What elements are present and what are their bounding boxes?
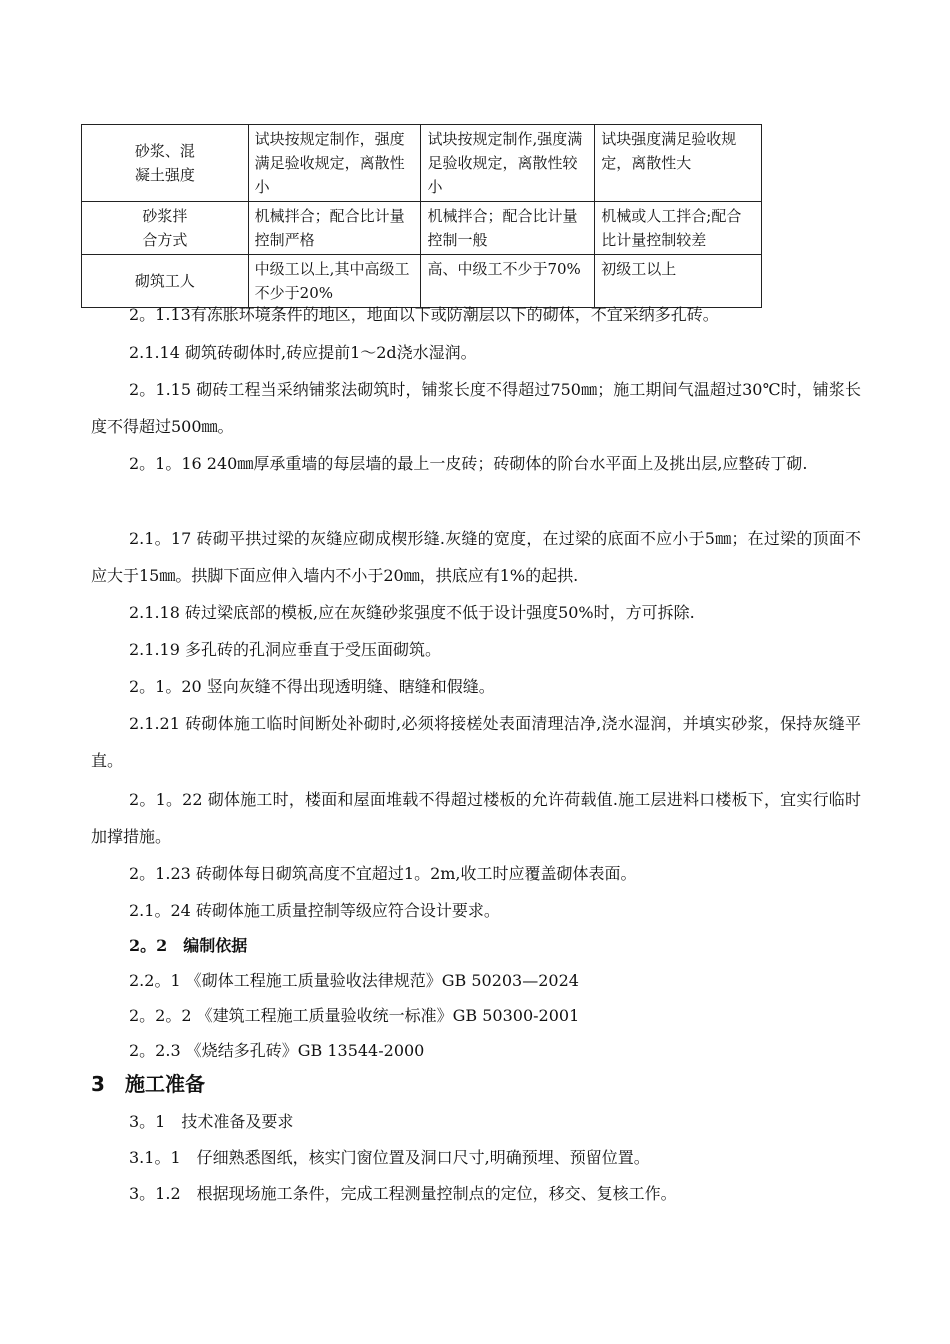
reference-item	[91, 997, 861, 1034]
section-number: 3	[91, 1072, 105, 1096]
paragraph	[91, 781, 861, 855]
reference-item	[91, 1032, 861, 1069]
paragraph	[91, 371, 861, 445]
reference-text: 2。2。2 《建筑工程施工质量验收统一标准》GB 50300-2001	[129, 1006, 580, 1025]
table-cell: 中级工以上,其中高级工不少于20%	[248, 255, 421, 308]
paragraph-text: 3。1.2 根据现场施工条件，完成工程测量控制点的定位，移交、复核工作。	[129, 1184, 677, 1203]
paragraph-text: 2.1.18 砖过梁底部的模板,应在灰缝砂浆强度不低于设计强度50%时，方可拆除.	[129, 603, 695, 622]
paragraph-text: 2。1.13有冻胀环境条件的地区，地面以下或防潮层以下的砌体，不宜采纳多孔砖。	[129, 305, 719, 324]
table-row	[82, 125, 762, 202]
section-heading-3	[91, 1068, 205, 1097]
paragraph-text: 2.1.19 多孔砖的孔洞应垂直于受压面砌筑。	[129, 640, 441, 659]
paragraph	[91, 1175, 861, 1212]
paragraph-text: 2。1.15 砌砖工程当采纳铺浆法砌筑时，铺浆长度不得超过750㎜；施工期间气温超过30℃时，铺浆长度不得超过500㎜。	[91, 380, 861, 436]
paragraph	[91, 1139, 861, 1176]
reference-item	[91, 962, 861, 999]
paragraph	[91, 296, 861, 333]
table-cell: 高、中级工不少于70%	[421, 255, 595, 308]
table-cell: 机械拌合；配合比计量控制一般	[421, 202, 595, 255]
section-heading-2-2	[91, 927, 861, 964]
reference-text: 2.2。1 《砌体工程施工质量验收法律规范》GB 50203—2024	[129, 971, 579, 990]
paragraph	[91, 594, 861, 631]
table-cell: 机械或人工拌合;配合比计量控制较差	[595, 202, 762, 255]
table-cell: 试块强度满足验收规定，离散性大	[595, 125, 762, 202]
sub-heading	[91, 1103, 861, 1140]
row-label: 砂浆拌 合方式	[82, 202, 249, 255]
paragraph	[91, 705, 861, 779]
paragraph	[91, 631, 861, 668]
paragraph-text: 2.1。17 砖砌平拱过梁的灰缝应砌成楔形缝.灰缝的宽度，在过梁的底面不应小于5㎜；在过梁的顶面不应大于15㎜。拱脚下面应伸入墙内不小于20㎜，拱底应有1%的起拱.	[91, 529, 861, 585]
table-cell: 机械拌合；配合比计量控制严格	[248, 202, 421, 255]
paragraph	[91, 520, 861, 594]
heading-text: 2。2 编制依据	[129, 936, 248, 955]
section-title: 施工准备	[125, 1072, 205, 1096]
reference-text: 2。2.3 《烧结多孔砖》GB 13544-2000	[129, 1041, 425, 1060]
paragraph	[91, 855, 861, 892]
row-label: 砂浆、混 凝土强度	[82, 125, 249, 202]
table-cell: 试块按规定制作,强度满足验收规定，离散性较小	[421, 125, 595, 202]
paragraph-text: 2。1.23 砖砌体每日砌筑高度不宜超过1。2m,收工时应覆盖砌体表面。	[129, 864, 637, 883]
table-cell: 试块按规定制作，强度满足验收规定，离散性小	[248, 125, 421, 202]
quality-requirements-table	[81, 124, 762, 308]
paragraph-text: 2。1。16 240㎜厚承重墙的每层墙的最上一皮砖；砖砌体的阶台水平面上及挑出层,应整砖丁砌.	[129, 454, 808, 473]
paragraph-text: 2.1.21 砖砌体施工临时间断处补砌时,必须将接槎处表面清理洁净,浇水湿润，并填实砂浆，保持灰缝平直。	[91, 714, 861, 770]
table-row	[82, 202, 762, 255]
paragraph-text: 3.1。1 仔细熟悉图纸，核实门窗位置及洞口尺寸,明确预埋、预留位置。	[129, 1148, 650, 1167]
paragraph	[91, 445, 861, 482]
table-cell: 初级工以上	[595, 255, 762, 308]
paragraph	[91, 334, 861, 371]
row-label: 砌筑工人	[82, 255, 249, 308]
paragraph-text: 2.1.14 砌筑砖砌体时,砖应提前1～2d浇水湿润。	[129, 343, 477, 362]
paragraph	[91, 668, 861, 705]
sub-heading-text: 3。1 技术准备及要求	[129, 1112, 294, 1131]
paragraph-text: 2。1。20 竖向灰缝不得出现透明缝、瞎缝和假缝。	[129, 677, 495, 696]
paragraph-text: 2.1。24 砖砌体施工质量控制等级应符合设计要求。	[129, 901, 500, 920]
paragraph-text: 2。1。22 砌体施工时，楼面和屋面堆载不得超过楼板的允许荷载值.施工层进料口楼板下，宜实行临时加撑措施。	[91, 790, 861, 846]
paragraph	[91, 892, 861, 929]
